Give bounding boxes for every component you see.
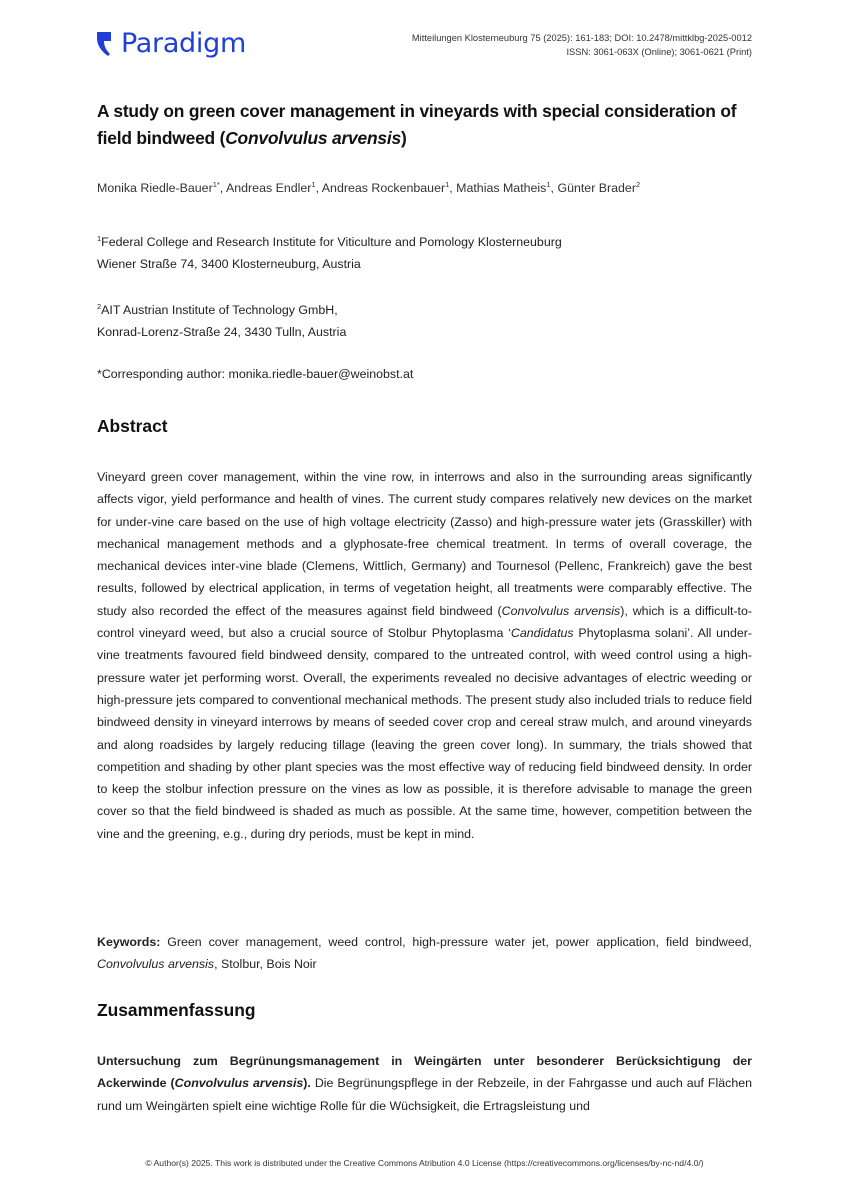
- author-name: Günter Brader: [557, 181, 636, 195]
- author-affiliation-marker: 2: [635, 179, 641, 189]
- journal-citation-line: Mitteilungen Klosterneuburg 75 (2025): 161-183; DOI: 10.2478/mittklbg-2025-0012: [411, 33, 752, 43]
- affiliation-marker: 1: [97, 233, 102, 243]
- affiliation-address: Konrad-Lorenz-Straße 24, 3430 Tulln, Austria: [97, 325, 347, 339]
- article-title: [97, 98, 767, 152]
- title-text-end: ): [400, 128, 407, 148]
- abstract-heading: Abstract: [97, 416, 168, 436]
- zusammenfassung-heading: Zusammenfassung: [97, 1000, 256, 1020]
- author-affiliation-marker: 1*: [212, 179, 220, 189]
- title-species-name: Convolvulus arvensis: [225, 128, 401, 148]
- german-title-end: ).: [303, 1076, 311, 1091]
- title-text: A study on green cover management in vineyards with special consideration of field bindweed (: [97, 101, 737, 148]
- paradigm-logo-icon: [97, 32, 111, 56]
- taxon-name: Candidatus: [510, 626, 574, 641]
- author: [456, 181, 550, 195]
- journal-issn-line: ISSN: 3061-063X (Online); 3061-0621 (Print): [566, 47, 752, 57]
- author-affiliation-marker: 1: [445, 179, 450, 189]
- abstract-text-segment: Phytoplasma solani’. All under-vine treatments favoured field bindweed density, compared to the untreated control, with weed control using a high-pressure water jet performing worst. Overall, the experiments revealed no decisive advantages of electric weeding or high-pressure jets compared to conventional mechanical methods. The present study also included trials to reduce field bindweed density in vineyard interrows by means of seeded cover crop and cereal straw mulch, and around vineyards and along roadsides by largely reducing tillage (leaving the green cover long). In summary, the trials showed that competition and shading by other plant species was the most effective way of reducing field bindweed density. In order to keep the stolbur infection pressure on the vines as low as possible, it is therefore advisable to manage the green cover so that the field bindweed is shaded as much as possible. At the same time, however, competition between the vine and the greening, e.g., during dry periods, must be kept in mind.: [97, 626, 752, 841]
- author: [97, 181, 220, 195]
- publisher-logo[interactable]: [97, 28, 246, 60]
- keywords-text-end: , Stolbur, Bois Noir: [214, 957, 317, 972]
- author-affiliation-marker: 1: [546, 179, 551, 189]
- keywords-species: Convolvulus arvensis: [97, 957, 215, 972]
- affiliation-1: [97, 231, 562, 275]
- affiliation-marker: 2: [97, 301, 102, 311]
- abstract-text: [97, 466, 752, 845]
- author: [322, 181, 449, 195]
- author: [557, 181, 640, 195]
- author-name: Monika Riedle-Bauer: [97, 181, 213, 195]
- affiliation-institution: Federal College and Research Institute for Viticulture and Pomology Klosterneuburg: [101, 235, 562, 249]
- keywords-text: Green cover management, weed control, high-pressure water jet, power application, field bindweed,: [160, 935, 752, 949]
- author-name: Andreas Rockenbauer: [321, 181, 446, 195]
- author-affiliation-marker: 1: [311, 179, 316, 189]
- german-title-species: Convolvulus arvensis: [174, 1076, 304, 1091]
- journal-citation: [412, 31, 752, 59]
- affiliation-address: Wiener Straße 74, 3400 Klosterneuburg, Austria: [97, 257, 361, 271]
- corresponding-author[interactable]: *Corresponding author: monika.riedle-bauer@weinobst.at: [97, 367, 414, 381]
- author-list: Monika Riedle-Bauer$^{1*}$, Andreas Endler$^1$, Andreas Rockenbauer$^1$, Mathias Matheis$^1$, Günter Brader$^2$: [97, 179, 641, 195]
- keywords: [97, 931, 752, 976]
- affiliation-institution: AIT Austrian Institute of Technology GmbH,: [101, 303, 338, 317]
- zusammenfassung-text: [97, 1050, 752, 1117]
- zusammenfassung-body: Die Begrünungspflege in der Rebzeile, in der Fahrgasse und auch auf Flächen rund um Weingärten spielt eine wichtige Rolle für die Wüchsigkeit, die Ertragsleistung und: [97, 1076, 752, 1113]
- abstract-text-segment: ), which is a difficult-to-control vineyard weed, but also a crucial source of Stolbur Phytoplasma ‘: [97, 603, 752, 641]
- abstract-text-segment: Vineyard green cover management, within the vine row, in interrows and also in the surrounding areas significantly affects vigor, yield performance and health of vines. The current study compares relatively new devices on the market for under-vine care based on the use of high voltage electricity (Zasso) and high-pressure water jets (Grasskiller) with mechanical management methods and a glyphosate-free chemical treatment. In terms of overall coverage, the mechanical devices inter-vine blade (Clemens, Wittlich, Germany) and Tournesol (Pellenc, Frankreich) gave the best results, followed by electrical application, in terms of vegetation height, all treatments were comparably effective. The study also recorded the effect of the measures against field bindweed (: [97, 470, 752, 618]
- author-name: Mathias Matheis: [456, 181, 547, 195]
- german-title: Untersuchung zum Begrünungsmanagement in Weingärten unter besonderer Berücksichtigung der Ackerwinde (: [97, 1054, 752, 1091]
- author: [226, 181, 316, 195]
- species-name: Convolvulus arvensis: [501, 603, 621, 618]
- keywords-label: Keywords:: [97, 935, 161, 949]
- publisher-name: Paradigm: [121, 28, 246, 59]
- author-name: Andreas Endler: [226, 181, 312, 195]
- affiliation-2: [97, 299, 346, 343]
- license-footer: © Author(s) 2025. This work is distributed under the Creative Commons Atribution 4.0 License (https://creativecommons.org/licenses/by-nc-nd/4.0/): [145, 1158, 704, 1168]
